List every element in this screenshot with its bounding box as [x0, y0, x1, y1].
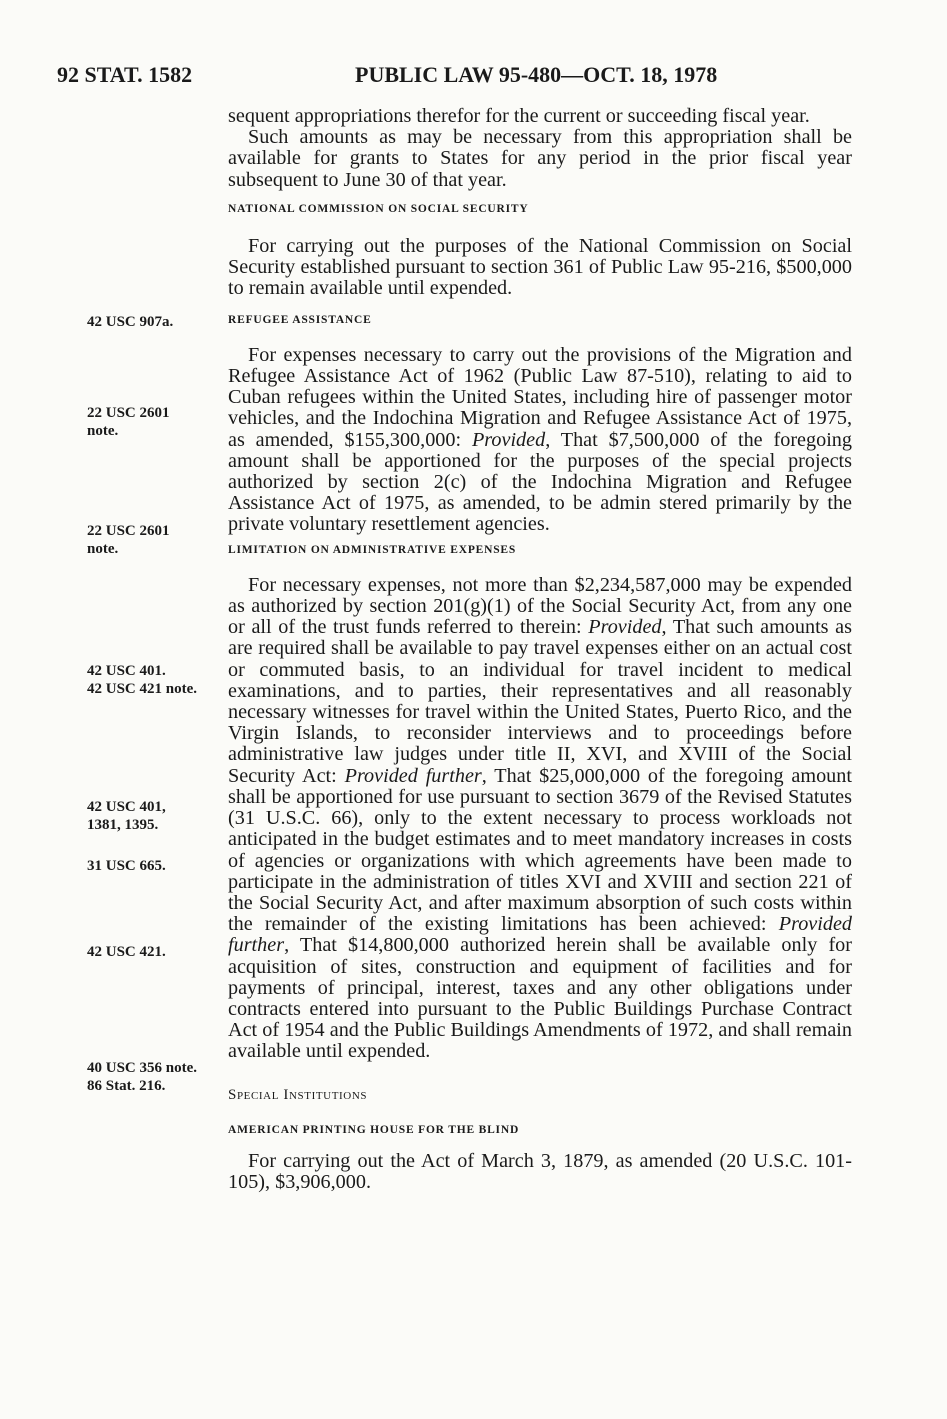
- paragraph-american-printing-house: For carrying out the Act of March 3, 1879, as amended (20 U.S.C. 101-105), $3,906,000.: [228, 1149, 852, 1194]
- margin-note-42usc907a: 42 USC 907a.: [87, 314, 174, 330]
- paragraph-national-commission: For carrying out the purposes of the National Commission on Social Security established pursuant to section 361 of Public Law 95-216, $500,000 to remain available until expended.: [228, 235, 852, 300]
- heading-national-commission: NATIONAL COMMISSION ON SOCIAL SECURITY: [228, 202, 529, 215]
- heading-limitation-expenses: LIMITATION ON ADMINISTRATIVE EXPENSES: [228, 543, 517, 556]
- heading-refugee-assistance: REFUGEE ASSISTANCE: [228, 313, 372, 326]
- margin-note-40usc356: 40 USC 356 note. 86 Stat. 216.: [87, 1060, 198, 1094]
- margin-note-31usc665: 31 USC 665.: [87, 858, 166, 874]
- paragraph-grants: Such amounts as may be necessary from this appropriation shall be available for grants to States for any period in the prior fiscal year subsequent to June 30 of that year.: [228, 126, 852, 191]
- margin-note-42usc401-1381: 42 USC 401, 1381, 1395.: [87, 799, 166, 833]
- margin-note-22usc2601-b: 22 USC 2601 note.: [87, 523, 170, 557]
- paragraph-refugee-assistance: For expenses necessary to carry out the provisions of the Migration and Refugee Assistance Act of 1962 (Public Law 87-510), relating to aid to Cuban refugees within the United States, including hire of passenger motor vehicles, and the Indochina Migration and Refugee Assistance Act of 1975, as amended, $155,300,000: Provided, That $7,500,000 of the foregoing amount shall be apportioned for the purposes of the special projects authorized by section 2(c) of the Indochina Migration and Refugee Assistance Act of 1975, as amended, to be admin stered primarily by the private voluntary resettlement agencies.: [228, 343, 852, 536]
- paragraph-sequent: sequent appropriations therefor for the current or succeeding fiscal year.: [228, 105, 810, 127]
- page-header: [57, 62, 907, 92]
- margin-note-42usc401: 42 USC 401. 42 USC 421 note.: [87, 663, 198, 697]
- statute-page-number: 92 STAT. 1582: [57, 62, 193, 87]
- document-body: [228, 106, 852, 1193]
- heading-american-printing-house: AMERICAN PRINTING HOUSE FOR THE BLIND: [228, 1123, 520, 1136]
- paragraph-limitation-expenses: For necessary expenses, not more than $2,234,587,000 may be expended as authorized by section 201(g)(1) of the Social Security Act, from any one or all of the trust funds referred to therein: Provided, That such amounts as are required shall be available to pay travel expenses either on an actual cost or commuted basis, to an individual for travel incident to medical examinations, and to parties, their representatives and all reasonably necessary witnesses for travel within the United States, Puerto Rico, and the Virgin Islands, to reconsider interviews and to proceedings before administrative law judges under title II, XVI, and XVIII of the Social Security Act: Provided further, That $25,000,000 of the foregoing amount shall be apportioned for use pursuant to section 3679 of the Revised Statutes (31 U.S.C. 66), only to the extent necessary to process workloads not anticipated in the budget estimates and to meet mandatory increases in costs of agencies or organizations with which agreements have been made to participate in the administration of titles XVI and XVIII and section 221 of the Social Security Act, and after maximum absorption of such costs within the remainder of the existing limitations has been achieved: Provided further, That $14,800,000 authorized herein shall be available only for acquisition of sites, construction and equipment of facilities and for payments of principal, interest, taxes and any other obligations under contracts entered into pursuant to the Public Buildings Purchase Contract Act of 1954 and the Public Buildings Amendments of 1972, and shall remain available until expended.: [228, 573, 853, 1063]
- margin-note-42usc421: 42 USC 421.: [87, 944, 166, 960]
- margin-note-22usc2601-a: 22 USC 2601 note.: [87, 405, 170, 439]
- public-law-title: PUBLIC LAW 95-480—OCT. 18, 1978: [355, 62, 718, 87]
- heading-special-institutions: Special Institutions: [228, 1086, 368, 1103]
